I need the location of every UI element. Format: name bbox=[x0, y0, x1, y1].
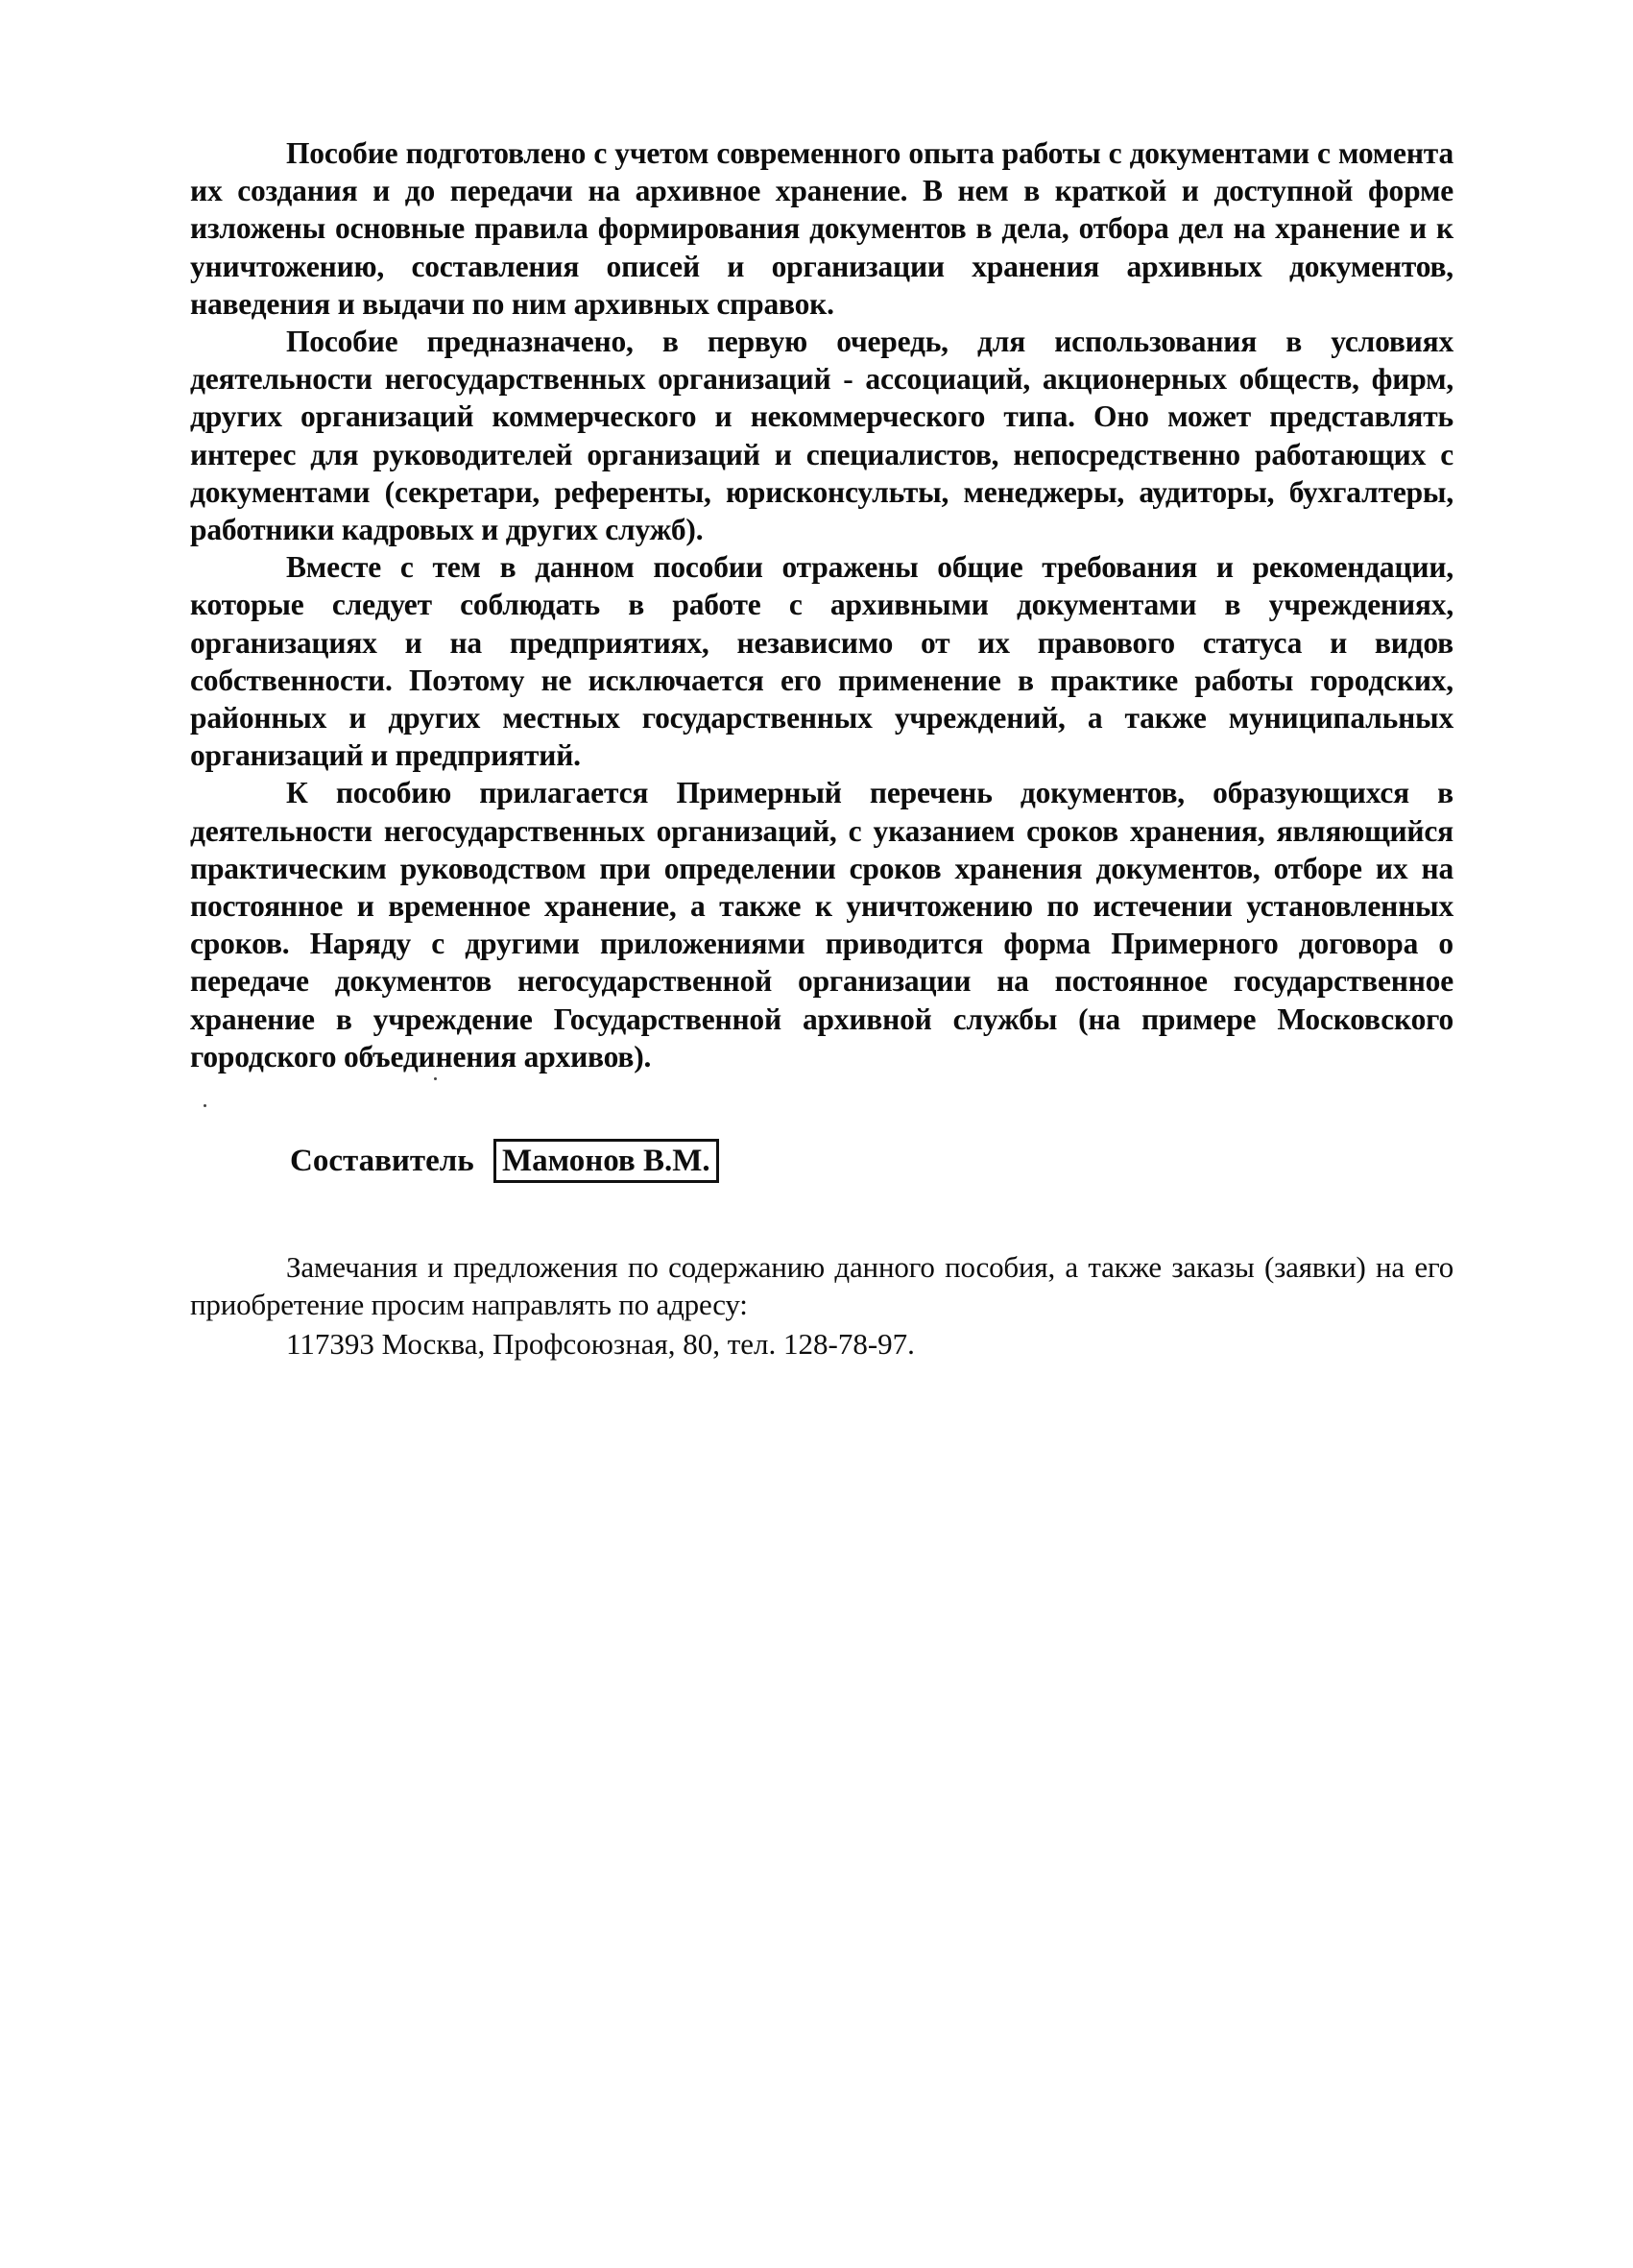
scan-speck bbox=[204, 1104, 206, 1107]
description-text bbox=[190, 134, 1453, 1075]
paragraph-appendix: К пособию прилагается Примерный перечень документов, образующихся в деятельности негосударственных организаций, с указанием сроков хранения, являющийся практическим руководством при определении сроков хранения документов, отборе их на постоянное и временное хранение, а также к уничтожению по истечении установленных сроков. Наряду с другими приложениями приводится форма Примерного договора о передаче документов негосударственной организации на постоянное государственное хранение в учреждение Государственной архивной службы (на примере Московского городского объединения архивов). bbox=[190, 776, 1453, 1074]
paragraph-purpose: Пособие предназначено, в первую очередь, для использования в условиях деятельности негосударственных организаций - ассоциаций, акционерных обществ, фирм, других организаций коммерческого и некоммерческого типа. Оно может представлять интерес для руководителей организаций и специалистов, непосредственно работающих с документами (секретари, референты, юрисконсульты, менеджеры, аудиторы, бухгалтеры, работники кадровых и других служб). bbox=[190, 325, 1453, 547]
compiler-line bbox=[290, 1138, 719, 1183]
paragraph-requirements: Вместе с тем в данном пособии отражены общие требования и рекомендации, которые следует соблюдать в работе с архивными документами в учреждениях, организациях и на предприятиях, независимо от их правового статуса и видов собственности. Поэтому не исключается его применение в практике работы городских, районных и других местных государственных учреждений, а также муниципальных организаций и предприятий. bbox=[190, 550, 1453, 773]
paragraph-intro: Пособие подготовлено с учетом современного опыта работы с документами с момента их создания и до передачи на архивное хранение. В нем в краткой и доступной форме изложены основные правила формирования документов в дела, отбора дел на хранение и к уничтожению, составления описей и организации хранения архивных документов, наведения и выдачи по ним архивных справок. bbox=[190, 136, 1453, 321]
feedback-notes bbox=[190, 1248, 1453, 1323]
feedback-text: Замечания и предложения по содержанию данного пособия, а также заказы (заявки) на его приобретение просим направлять по адресу: bbox=[190, 1250, 1453, 1322]
scan-speck bbox=[434, 1077, 437, 1080]
postal-address: 117393 Москва, Профсоюзная, 80, тел. 128-78-97. bbox=[286, 1327, 915, 1361]
compiler-label: Составитель bbox=[290, 1144, 474, 1179]
compiler-name-box: Мамонов В.М. bbox=[493, 1139, 719, 1183]
